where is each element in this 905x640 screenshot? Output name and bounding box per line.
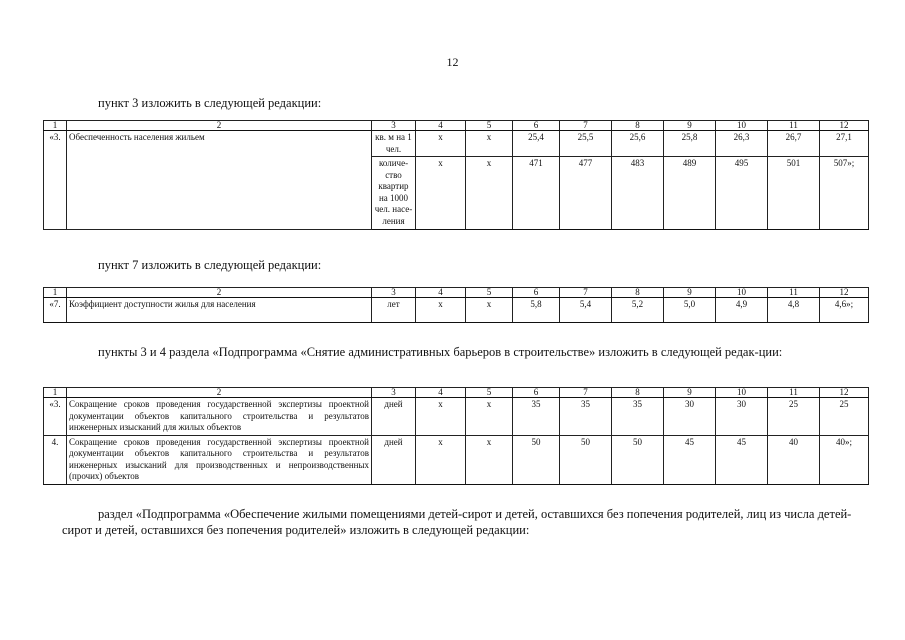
value-cell: 35	[560, 398, 612, 436]
value-cell: 471	[513, 157, 560, 230]
value-cell: х	[416, 435, 466, 484]
indicator-name-cell: Обеспеченность населения жильем	[67, 131, 372, 230]
header-cell: 4	[416, 288, 466, 298]
row-number-cell: «3.	[44, 131, 67, 230]
table-row	[44, 298, 869, 323]
header-cell: 11	[768, 388, 820, 398]
header-cell: 5	[466, 121, 513, 131]
table-row	[44, 398, 869, 436]
header-cell: 10	[716, 288, 768, 298]
value-cell: 5,8	[513, 298, 560, 323]
header-cell: 2	[67, 288, 372, 298]
indicator-name-cell: Сокращение сроков проведения государственной экспертизы проектной документации объектов капитального строительства и результатов инженерных изысканий для производственных и непроизводственных (прочих) объектов	[67, 435, 372, 484]
table-item-3	[43, 120, 869, 230]
header-cell: 8	[612, 121, 664, 131]
value-cell: х	[466, 131, 513, 157]
unit-cell: кв. м на 1 чел.	[372, 131, 416, 157]
unit-cell: лет	[372, 298, 416, 323]
value-cell: 50	[560, 435, 612, 484]
indicator-name-cell: Коэффициент доступности жилья для населения	[67, 298, 372, 323]
value-cell: 507»;	[820, 157, 869, 230]
header-cell: 10	[716, 388, 768, 398]
header-cell: 7	[560, 121, 612, 131]
header-cell: 12	[820, 388, 869, 398]
row-number-cell: 4.	[44, 435, 67, 484]
header-cell: 1	[44, 388, 67, 398]
value-cell: 477	[560, 157, 612, 230]
paragraph-orphans-section-intro: раздел «Подпрограмма «Обеспечение жилыми помещениями детей-сирот и детей, оставшихся без попечения родителей, лиц из числа детей-сирот и детей, оставшихся без попечения родителей» изложить в следующей редакции:	[62, 507, 852, 537]
unit-cell: дней	[372, 398, 416, 436]
value-cell: 483	[612, 157, 664, 230]
header-cell: 5	[466, 288, 513, 298]
table-items-3-4	[43, 387, 869, 485]
row-number-cell: «3.	[44, 398, 67, 436]
header-cell: 8	[612, 288, 664, 298]
value-cell: х	[466, 398, 513, 436]
table-row	[44, 435, 869, 484]
value-cell: х	[466, 298, 513, 323]
header-cell: 9	[664, 388, 716, 398]
row-number-cell: «7.	[44, 298, 67, 323]
header-cell: 2	[67, 388, 372, 398]
value-cell: 45	[664, 435, 716, 484]
value-cell: 25	[768, 398, 820, 436]
value-cell: 5,4	[560, 298, 612, 323]
paragraph-items-3-4-intro: пункты 3 и 4 раздела «Подпрограмма «Снятие административных барьеров в строительстве» изложить в следующей редак-ции:	[98, 345, 783, 359]
value-cell: 40	[768, 435, 820, 484]
table-item-7	[43, 287, 869, 323]
header-cell: 2	[67, 121, 372, 131]
value-cell: 489	[664, 157, 716, 230]
indicator-name-cell: Сокращение сроков проведения государственной экспертизы проектной документации объектов капитального строительства и результатов инженерных изысканий для жилых объектов	[67, 398, 372, 436]
value-cell: 45	[716, 435, 768, 484]
header-cell: 1	[44, 288, 67, 298]
header-cell: 11	[768, 121, 820, 131]
value-cell: х	[416, 298, 466, 323]
paragraph-item-3-intro: пункт 3 изложить в следующей редакции:	[98, 96, 322, 110]
value-cell: 25,4	[513, 131, 560, 157]
value-cell: х	[416, 157, 466, 230]
value-cell: 27,1	[820, 131, 869, 157]
header-cell: 8	[612, 388, 664, 398]
value-cell: 495	[716, 157, 768, 230]
value-cell: 4,6»;	[820, 298, 869, 323]
header-cell: 6	[513, 121, 560, 131]
header-cell: 7	[560, 388, 612, 398]
table-row	[44, 131, 869, 157]
value-cell: 35	[612, 398, 664, 436]
value-cell: 25,8	[664, 131, 716, 157]
header-cell: 4	[416, 121, 466, 131]
header-cell: 12	[820, 288, 869, 298]
header-cell: 1	[44, 121, 67, 131]
value-cell: х	[416, 398, 466, 436]
value-cell: 4,9	[716, 298, 768, 323]
header-cell: 3	[372, 121, 416, 131]
header-cell: 3	[372, 288, 416, 298]
value-cell: 26,7	[768, 131, 820, 157]
value-cell: 35	[513, 398, 560, 436]
header-cell: 6	[513, 288, 560, 298]
value-cell: 25	[820, 398, 869, 436]
header-cell: 9	[664, 288, 716, 298]
value-cell: 4,8	[768, 298, 820, 323]
value-cell: 30	[716, 398, 768, 436]
header-cell: 9	[664, 121, 716, 131]
value-cell: 50	[612, 435, 664, 484]
value-cell: 25,5	[560, 131, 612, 157]
value-cell: 5,0	[664, 298, 716, 323]
value-cell: 501	[768, 157, 820, 230]
page-number: 12	[446, 55, 459, 69]
table-header-row	[44, 388, 869, 398]
header-cell: 7	[560, 288, 612, 298]
value-cell: 25,6	[612, 131, 664, 157]
value-cell: х	[416, 131, 466, 157]
value-cell: х	[466, 435, 513, 484]
header-cell: 3	[372, 388, 416, 398]
value-cell: х	[466, 157, 513, 230]
value-cell: 40»;	[820, 435, 869, 484]
value-cell: 50	[513, 435, 560, 484]
value-cell: 30	[664, 398, 716, 436]
unit-cell: дней	[372, 435, 416, 484]
unit-cell: количе-ство квартир на 1000 чел. насе-ления	[372, 157, 416, 230]
header-cell: 11	[768, 288, 820, 298]
value-cell: 26,3	[716, 131, 768, 157]
table-header-row	[44, 121, 869, 131]
table-header-row	[44, 288, 869, 298]
header-cell: 12	[820, 121, 869, 131]
header-cell: 6	[513, 388, 560, 398]
value-cell: 5,2	[612, 298, 664, 323]
header-cell: 4	[416, 388, 466, 398]
header-cell: 5	[466, 388, 513, 398]
header-cell: 10	[716, 121, 768, 131]
paragraph-item-7-intro: пункт 7 изложить в следующей редакции:	[98, 258, 322, 272]
